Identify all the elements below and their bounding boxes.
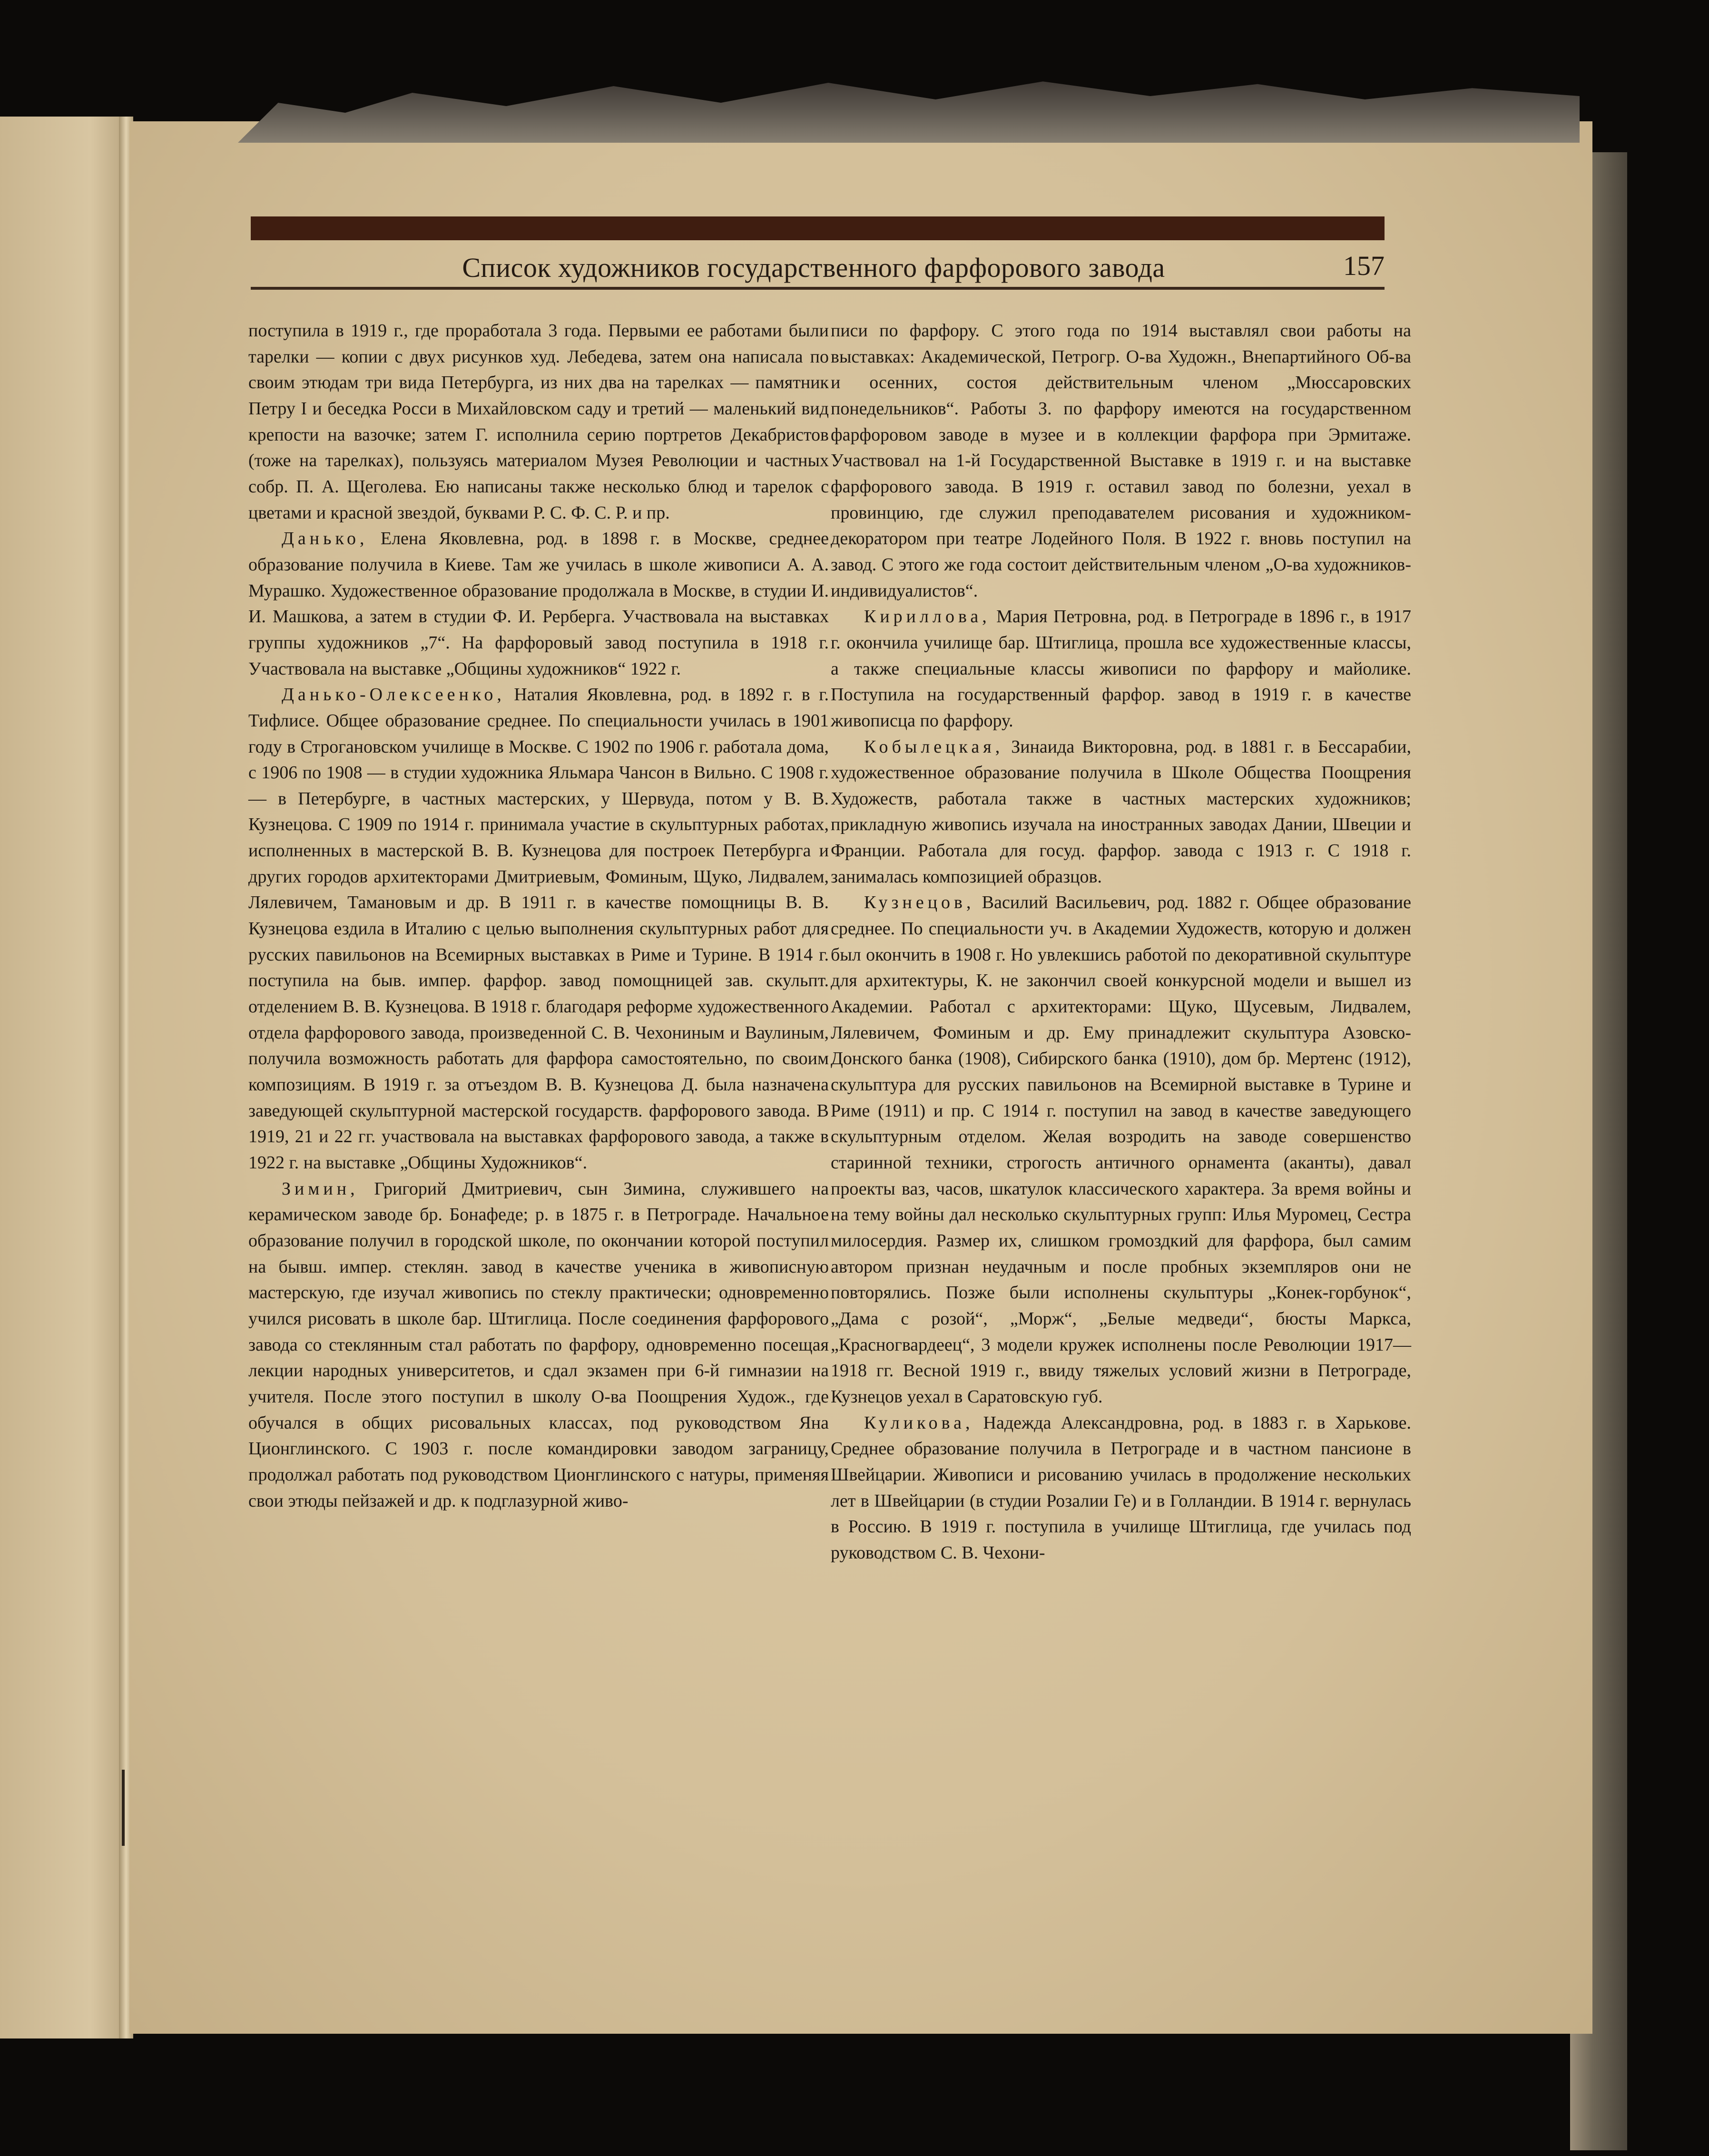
paragraph	[248, 526, 829, 682]
binding-mark	[122, 1770, 125, 1846]
entry-text: Зинаида Викторовна, род. в 1881 г. в Бессарабии, художественное образование получила в Школе Общества Поощрения Художеств, работала также в частных мастерских художников; прикладную живопись изучала на иностранных заводах Дании, Швеции и Франции. Работала для госуд. фарфор. завода с 1913 г. С 1918 г. занималась композицией образцов.	[831, 736, 1411, 887]
paragraph	[248, 682, 829, 1176]
header-bar	[251, 216, 1385, 240]
entry-text: Григорий Дмитриевич, сын Зимина, служившего на керамическом заводе бр. Бонафеде; р. в 1875 г. в Петрограде. Начальное образование получил в городской школе, по окончании которой поступил на бывш. импер. стеклян. завод в качестве ученика в живописную мастерскую, где изучал живопись по стеклу практически; одновременно учился рисовать в школе бар. Штиглица. После соединения фарфорового завода со стеклянным стал работать по фарфору, одновременно посещая лекции народных университетов, и сдал экзамен при 6-й гимназии на учителя. После этого поступил в школу О-ва Поощрения Худож., где обучался в общих рисовальных классах, под руководством Яна Ционглинского. С 1903 г. после командировки заводом заграницу, продолжал работать под руководством Ционглинского с натуры, применяя свои этюды пейзажей и др. к подглазурной живо-	[248, 1178, 829, 1511]
entry-name: Кузнецов,	[864, 892, 975, 913]
entry-text: Елена Яковлевна, род. в 1898 г. в Москве, среднее образование получила в Киеве. Там же училась в школе живописи А. А. Мурашко. Художественное образование продолжала в Москве, в студии И. И. Машкова, а затем в студии Ф. И. Рерберга. Участвовала на выставках группы художников „7“. На фарфоровый завод поступила в 1918 г. Участвовала на выставке „Общины художников“ 1922 г.	[248, 529, 829, 679]
entry-text: Надежда Александровна, род. в 1883 г. в Харькове. Среднее образование получила в Петрограде и в частном пансионе в Швейцарии. Живописи и рисованию училась в продолжение нескольких лет в Швейцарии (в студии Розалии Ге) и в Голландии. В 1914 г. вернулась в Россию. В 1919 г. поступила в училище Штиглица, где училась под руководством С. В. Чехони-	[831, 1412, 1411, 1563]
running-title: Список художников государственного фарфорового завода	[462, 252, 1165, 283]
paragraph	[831, 890, 1411, 1410]
left-column	[248, 318, 829, 1514]
paragraph	[831, 734, 1411, 890]
paragraph	[831, 318, 1411, 604]
entry-name: Кириллова,	[864, 607, 991, 627]
entry-name: Зимин,	[282, 1178, 359, 1199]
right-column	[831, 318, 1411, 1566]
entry-name: Кобылецкая,	[864, 736, 1004, 757]
paragraph	[831, 1410, 1411, 1566]
page-number: 157	[1343, 250, 1385, 281]
entry-name: Куликова,	[864, 1412, 974, 1433]
torn-top-edge	[238, 76, 1580, 143]
entry-text: Мария Петровна, род. в Петрограде в 1896 г., в 1917 г. окончила училище бар. Штиглица, прошла все художественные классы, а также специальные классы живописи по фарфору и майолике. Поступила на государственный фарфор. завод в 1919 г. в качестве живописца по фарфору.	[831, 607, 1411, 731]
entry-text: Василий Васильевич, род. 1882 г. Общее образование среднее. По специальности уч. в Академии Художеств, которую и должен был окончить в 1908 г. Но увлекшись работой по декоративной скульптуре для архитектуры, К. не закончил своей конкурсной модели и вышел из Академии. Работал с архитекторами: Щуко, Щусевым, Лидвалем, Лялевичем, Фоминым и др. Ему принадлежит скульптура Азовско-Донского банка (1908), Сибирского банка (1910), дом бр. Мертенс (1912), скульптура для русских павильонов на Всемирной выставке в Турине и Риме (1911) и пр. С 1914 г. поступил на завод в качестве заведующего скульптурным отделом. Желая возродить на заводе совершенство старинной техники, строгость античного орнамента (аканты), давал проекты ваз, часов, шкатулок классического характера. За время войны и на тему войны дал несколько скульптурных групп: Илья Муромец, Сестра милосердия. Размер их, слишком громоздкий для фарфора, был самим автором признан неудачным и после пробных экземпляров они не повторялись. Позже были исполнены скульптуры „Конек-горбунок“, „Дама с розой“, „Морж“, „Белые медведи“, бюсты Маркса, „Красногвардеец“, 3 модели кружек исполнены после Революции 1917—1918 гг. Весной 1919 г., ввиду тяжелых условий жизни в Петрограде, Кузнецов уехал в Саратовскую губ.	[831, 892, 1411, 1407]
entry-text: писи по фарфору. С этого года по 1914 выставлял свои работы на выставках: Академической, Петрогр. О-ва Художн., Внепартийного Об-ва и осенних, состоя действительным членом „Мюссаровских понедельников“. Работы З. по фарфору имеются на государственном фарфоровом заводе в музее и в коллекции фарфора при Эрмитаже. Участвовал на 1-й Государственной Выставке в 1919 г. и на выставке фарфорового завода. В 1919 г. оставил завод по болезни, уехал в провинцию, где служил преподавателем рисования и художником-декоратором при театре Лодейного Поля. В 1922 г. вновь поступил на завод. С этого же года состоит действительным членом „О-ва художников-индивидуалистов“.	[831, 321, 1411, 601]
entry-name: Данько-Олексеенко,	[282, 685, 505, 705]
paragraph	[831, 604, 1411, 734]
entry-text: Наталия Яковлевна, род. в 1892 г. в г. Тифлисе. Общее образование среднее. По специальности училась в 1901 году в Строгановском училище в Москве. С 1902 по 1906 г. работала дома, с 1906 по 1908 — в студии художника Яльмара Чансон в Вильно. С 1908 г. — в Петербурге, в частных мастерских, у Шервуда, потом у В. В. Кузнецова. С 1909 по 1914 г. принимала участие в скульптурных работах, исполненных в мастерской В. В. Кузнецова для построек Петербурга и других городов архитекторами Дмитриевым, Фоминым, Щуко, Лидвалем, Лялевичем, Тамановым и др. В 1911 г. в качестве помощницы В. В. Кузнецова ездила в Италию с целью выполнения скульптурных работ для русских павильонов на Всемирных выставках в Риме и Турине. В 1914 г. поступила на быв. импер. фарфор. завод помощницей зав. скульпт. отделением В. В. Кузнецова. В 1918 г. благодаря реформе художественного отдела фарфорового завода, произведенной С. В. Чехониным и Ваулиным, получила возможность работать для фарфора самостоятельно, по своим композициям. В 1919 г. за отъездом В. В. Кузнецова Д. была назначена заведующей скульптурной мастерской государств. фарфорового завода. В 1919, 21 и 22 гг. участвовала на выставках фарфорового завода, а также в 1922 г. на выставке „Общины Художников“.	[248, 685, 829, 1173]
paragraph	[248, 1176, 829, 1514]
entry-name: Данько,	[282, 529, 368, 549]
left-page	[0, 117, 129, 2038]
entry-text: поступила в 1919 г., где проработала 3 года. Первыми ее работами были тарелки — копии с двух рисунков худ. Лебедева, затем она написала по своим этюдам три вида Петербурга, из них два на тарелках — памятник Петру I и беседка Росси в Михайловском саду и третий — маленький вид крепости на вазочке; затем Г. исполнила серию портретов Декабристов (тоже на тарелках), пользуясь материалом Музея Революции и частных собр. П. А. Щеголева. Ею написаны также несколько блюд и тарелок с цветами и красной звездой, буквами Р. С. Ф. С. Р. и пр.	[248, 321, 829, 523]
paragraph	[248, 318, 829, 526]
header-rule	[251, 287, 1385, 290]
